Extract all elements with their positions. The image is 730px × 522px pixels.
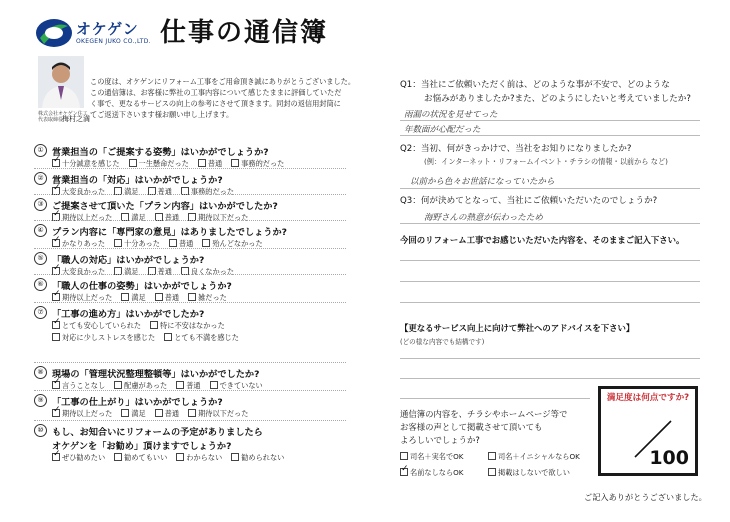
question-number: ⑨ — [34, 394, 47, 407]
checkbox[interactable] — [210, 381, 218, 389]
option-row — [52, 239, 344, 251]
q1-text: Q1：当社にご依頼いただく前は、どのような事が不安で、どのような — [400, 80, 670, 90]
checkbox[interactable] — [169, 239, 177, 247]
question-header — [34, 144, 344, 158]
answer-option[interactable] — [52, 409, 112, 419]
option-label: 普通 — [178, 239, 194, 248]
option-label: とても不満を感じた — [174, 333, 239, 342]
option-row — [52, 381, 344, 393]
checkbox[interactable] — [231, 453, 239, 461]
question-9 — [34, 394, 344, 421]
question-header — [34, 306, 344, 320]
option-label: 普通 — [207, 159, 223, 168]
answer-option[interactable] — [155, 409, 179, 419]
signature-role: 代表取締役 — [38, 117, 64, 123]
checkbox[interactable] — [198, 159, 206, 167]
option-row — [52, 159, 344, 171]
checkbox[interactable] — [231, 159, 239, 167]
question-header — [34, 198, 344, 212]
option-label: 言うことなし — [62, 381, 106, 390]
question-header — [34, 252, 344, 266]
question-divider — [34, 362, 346, 363]
question-6 — [34, 278, 344, 305]
q1-answer-line2[interactable]: 年数面が心配だった — [404, 125, 481, 135]
checkbox[interactable] — [176, 453, 184, 461]
answer-option[interactable] — [231, 453, 284, 463]
checkbox-checked[interactable] — [52, 381, 60, 389]
option-label: 特に不安はなかった — [160, 321, 225, 330]
option-label: 殆んどなかった — [212, 239, 263, 248]
checkbox[interactable] — [52, 333, 60, 341]
consent-option-label: 掲載はしないで欲しい — [498, 468, 570, 477]
q1-text-2: お悩みがありましたか?また、どのようにしたいと考えていましたか? — [424, 94, 691, 104]
question-divider — [34, 248, 346, 249]
checkbox-checked[interactable] — [52, 239, 60, 247]
checkbox[interactable] — [202, 239, 210, 247]
q2-example: (例：インターネット・リフォームイベント・チラシの情報・以前から など) — [424, 157, 668, 166]
checkbox[interactable] — [488, 452, 496, 460]
question-divider — [34, 302, 346, 303]
checkbox[interactable] — [188, 409, 196, 417]
checkbox[interactable] — [155, 293, 163, 301]
answer-option[interactable] — [155, 213, 179, 223]
checkbox[interactable] — [114, 453, 122, 461]
q2-answer[interactable]: 以前から色々お世話になっていたから — [410, 177, 555, 187]
score-value: 100 — [649, 447, 689, 469]
option-label: 期待以上だった — [62, 409, 113, 418]
answer-option[interactable] — [148, 267, 172, 277]
question-divider — [34, 274, 346, 275]
answer-rule[interactable] — [400, 281, 700, 282]
option-label: とても安心していられた — [62, 321, 142, 330]
checkbox[interactable] — [488, 468, 496, 476]
thanks-text: ご記入ありがとうございました。 — [584, 492, 707, 502]
question-header — [34, 278, 344, 292]
q3-answer[interactable]: 海野さんの熱意が伝わったため — [424, 213, 543, 223]
answer-option[interactable] — [121, 409, 145, 419]
answer-option[interactable] — [181, 187, 234, 197]
answer-option[interactable] — [148, 187, 172, 197]
impression-heading: 今回のリフォーム工事でお感じいただいた内容を、そのままご記入下さい。 — [400, 235, 685, 245]
question-divider — [34, 194, 346, 195]
answer-rule — [400, 223, 700, 224]
question-text-2: オケゲンを「お勧め」頂けますでしょうか? — [52, 441, 232, 452]
checkbox[interactable] — [121, 293, 129, 301]
intro-line: く事で、更なるサービスの向上の参考にさせて頂きます。同封の返信用封筒に — [90, 99, 341, 108]
answer-option[interactable] — [52, 187, 105, 197]
question-header — [34, 424, 344, 438]
option-label: 勧められない — [241, 453, 285, 462]
signature-company: 株式会社オケゲン住工 — [38, 111, 88, 117]
question-number: ⑧ — [34, 366, 47, 379]
checkbox-checked[interactable] — [52, 159, 60, 167]
answer-option[interactable] — [121, 213, 145, 223]
checkbox[interactable] — [129, 159, 137, 167]
option-label: 普通 — [186, 381, 201, 390]
option-label: 期待以下だった — [198, 213, 249, 222]
option-row — [52, 453, 344, 465]
intro-line: てご返送下さいます様お願い申し上げます。 — [90, 110, 234, 119]
intro-line: この通信簿は、お客様に弊社の工事内容について感じたままに評価していただ — [90, 88, 342, 97]
question-text: もし、お知合いにリフォームの予定がありましたら — [52, 427, 263, 438]
answer-option[interactable] — [188, 409, 248, 419]
answer-option[interactable] — [150, 321, 225, 331]
option-row — [52, 321, 344, 333]
option-label: 十分あった — [124, 239, 160, 248]
answer-rule[interactable] — [400, 260, 700, 261]
answer-option[interactable] — [52, 213, 112, 223]
option-label: わからない — [186, 453, 223, 462]
advice-note: (どの様な内容でも結構です) — [400, 338, 485, 346]
answer-option[interactable] — [114, 187, 138, 197]
consent-option-label: 名前なしならOK — [410, 468, 464, 477]
consent-text-2: お客様の声として掲載させて頂いても — [400, 422, 543, 432]
question-header-2 — [34, 438, 344, 452]
option-label: 普通 — [164, 409, 180, 418]
question-text: 「職人の仕事の姿勢」はいかがでしょうか? — [52, 281, 232, 292]
checkbox-checked[interactable] — [52, 321, 60, 329]
question-10 — [34, 424, 344, 465]
question-divider — [34, 420, 346, 421]
question-number: ① — [34, 144, 47, 157]
option-label: かなりあった — [62, 239, 106, 248]
option-label: 大変良かった — [62, 267, 106, 276]
answer-option[interactable] — [114, 453, 167, 463]
advice-heading: 【更なるサービス向上に向けて弊社へのアドバイスを下さい】 — [400, 323, 635, 333]
brand-name: オケゲン — [76, 20, 139, 38]
option-label: 対応に少しストレスを感じた — [62, 333, 156, 342]
consent-text-3: よろしいでしょうか? — [400, 435, 480, 445]
score-title: 満足度は何点ですか? — [606, 393, 690, 403]
question-header — [34, 394, 344, 408]
question-text: 「工事の仕上がり」はいかがでしょうか? — [52, 397, 223, 408]
option-label: 普通 — [164, 293, 180, 302]
answer-rule[interactable] — [400, 358, 700, 359]
satisfaction-score-box[interactable] — [598, 386, 698, 476]
question-text: 「工事の進め方」はいかがでしたか? — [52, 309, 205, 320]
option-label: できていない — [219, 381, 263, 390]
consent-option-no-publish[interactable] — [488, 468, 570, 478]
signature-name: 梅村之満 — [62, 115, 90, 123]
checkbox-checked[interactable] — [52, 409, 60, 417]
intro-text — [90, 76, 356, 120]
answer-rule — [400, 120, 700, 121]
checkbox[interactable] — [114, 239, 122, 247]
option-label: 期待以上だった — [62, 293, 113, 302]
question-number: ⑩ — [34, 424, 47, 437]
answer-rule[interactable] — [400, 398, 590, 399]
checkbox[interactable] — [155, 409, 163, 417]
option-label: 普通 — [164, 213, 180, 222]
option-label: 雑だった — [198, 293, 227, 302]
question-text: 「職人の対応」はいかがでしょうか? — [52, 255, 205, 266]
question-divider — [34, 220, 346, 221]
answer-option[interactable] — [181, 267, 234, 277]
question-text: プラン内容に「専門家の意見」はありましたでしょうか? — [52, 227, 288, 238]
option-label: 満足 — [131, 213, 146, 222]
answer-option[interactable] — [52, 333, 155, 343]
option-label: 期待以上だった — [62, 213, 113, 222]
question-8 — [34, 366, 344, 393]
checkbox[interactable] — [150, 321, 158, 329]
page-title: 仕事の通信簿 — [160, 18, 329, 48]
consent-option-real-name[interactable] — [400, 452, 464, 462]
checkbox[interactable] — [188, 293, 196, 301]
option-label: ぜひ勧めたい — [62, 453, 106, 462]
checkbox-checked[interactable] — [400, 468, 408, 476]
option-label: 満足 — [131, 409, 146, 418]
option-label: 普通 — [157, 187, 172, 196]
option-label: 大変良かった — [62, 187, 106, 196]
answer-option[interactable] — [188, 213, 248, 223]
brand-sub: OKEGEN JUKO CO.,LTD. — [76, 38, 151, 45]
question-text: ご提案させて頂いた「プラン内容」はいかがでしたか? — [52, 201, 278, 212]
answer-rule — [400, 188, 700, 189]
answer-option[interactable] — [52, 453, 105, 463]
option-label: 一生懸命だった — [138, 159, 189, 168]
intro-line: この度は、オケゲンにリフォーム工事をご用命頂き誠にありがとうございました。 — [90, 77, 356, 86]
checkbox[interactable] — [114, 381, 122, 389]
question-header — [34, 172, 344, 186]
question-header — [34, 224, 344, 238]
answer-option[interactable] — [114, 267, 138, 277]
question-number: ③ — [34, 198, 47, 211]
q2-text: Q2：当初、何がきっかけで、当社をお知りになりましたか? — [400, 144, 632, 154]
portrait-icon — [38, 56, 84, 108]
option-label: 事務的だった — [241, 159, 285, 168]
answer-option[interactable] — [176, 453, 222, 463]
company-logo — [34, 14, 154, 52]
question-text: 営業担当の「対応」はいかがでしょうか? — [52, 175, 223, 186]
logo-mark-icon — [34, 16, 74, 50]
checkbox-checked[interactable] — [52, 293, 60, 301]
question-divider — [34, 390, 346, 391]
checkbox[interactable] — [121, 409, 129, 417]
option-label: 満足 — [124, 187, 139, 196]
answer-rule[interactable] — [400, 378, 700, 379]
question-divider — [34, 168, 346, 169]
option-label: 満足 — [124, 267, 139, 276]
question-7 — [34, 306, 344, 345]
question-4 — [34, 224, 344, 251]
q1-answer-line1[interactable]: 雨漏の状況を見せてった — [404, 110, 498, 120]
question-header — [34, 366, 344, 380]
q3-text: Q3：何が決めてとなって、当社にご依頼いただいたのでしょうか? — [400, 196, 658, 206]
consent-option-initials[interactable] — [488, 452, 580, 462]
answer-rule[interactable] — [400, 302, 700, 303]
question-number: ⑤ — [34, 252, 47, 265]
option-label: 良くなかった — [190, 267, 235, 276]
consent-option-label: 司名＋実名でOK — [410, 452, 464, 461]
checkbox-checked[interactable] — [52, 453, 60, 461]
answer-option[interactable] — [52, 321, 141, 331]
answer-rule — [400, 135, 700, 136]
question-number: ⑥ — [34, 278, 47, 291]
option-label: 十分誠意を感じた — [62, 159, 120, 168]
option-label: 配慮があった — [124, 381, 168, 390]
option-label: 普通 — [157, 267, 172, 276]
consent-option-no-name[interactable] — [400, 468, 464, 478]
question-number: ② — [34, 172, 47, 185]
question-text: 営業担当の「ご提案する姿勢」はいかがでしょうか? — [52, 147, 269, 158]
answer-option[interactable] — [52, 267, 105, 277]
option-label: 期待以下だった — [198, 409, 249, 418]
checkbox[interactable] — [164, 333, 172, 341]
option-label: 勧めてもいい — [124, 453, 168, 462]
option-row — [52, 293, 344, 305]
option-label: 事務的だった — [190, 187, 235, 196]
president-photo — [38, 56, 84, 108]
option-label: 満足 — [131, 293, 146, 302]
question-number: ⑦ — [34, 306, 47, 319]
option-row — [52, 333, 344, 345]
question-text: 現場の「管理状況整理整頓等」はいかがでしたか? — [52, 369, 260, 380]
checkbox[interactable] — [400, 452, 408, 460]
question-number: ④ — [34, 224, 47, 237]
question-1 — [34, 144, 344, 171]
consent-option-label: 司名＋イニシャルならOK — [498, 452, 580, 461]
answer-option[interactable] — [164, 333, 239, 343]
checkbox[interactable] — [176, 381, 184, 389]
consent-text-1: 通信簿の内容を、チラシやホームページ等で — [400, 409, 568, 419]
